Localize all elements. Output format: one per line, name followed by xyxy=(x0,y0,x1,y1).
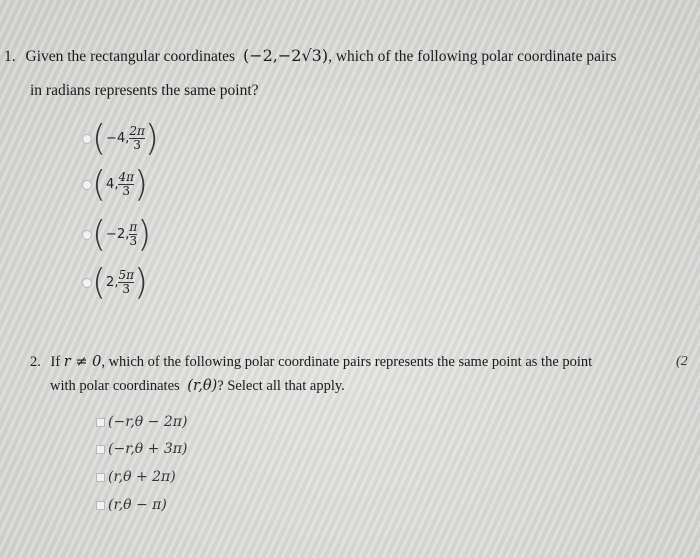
q2-option-3-checkbox[interactable] xyxy=(96,473,105,482)
q1-option-4[interactable]: ( 2, $\frac{5\pi}{3}$ ) xyxy=(82,262,148,303)
q2-option-4-label: (r,θ − π) xyxy=(108,497,167,513)
q1-option-2-fraction xyxy=(118,171,134,198)
q2-option-4-checkbox[interactable] xyxy=(96,501,105,510)
question-2-line-2 xyxy=(50,378,345,395)
question-1-line-2: in radians represents the same point? xyxy=(30,82,259,99)
q1-option-4-den: 3 xyxy=(122,282,131,296)
question-2-line-2-text: with polar coordinates xyxy=(50,378,180,394)
q1-option-2-num: 4π xyxy=(118,170,134,184)
q2-option-3-label: (r,θ + 2π) xyxy=(108,469,176,485)
question-2-if: If xyxy=(50,354,61,370)
question-2-line-1 xyxy=(30,354,592,371)
q1-option-3-fraction xyxy=(129,221,137,248)
question-2-side-marker: (2 xyxy=(676,354,688,369)
q1-option-1-radio[interactable] xyxy=(82,134,92,144)
question-2-coords: (r,θ) xyxy=(187,378,218,394)
q1-option-3-r: −2, xyxy=(106,227,130,242)
q1-option-3-num: π xyxy=(129,220,138,234)
q1-option-1-fraction xyxy=(129,125,145,152)
q1-option-4-r: 2, xyxy=(106,275,119,290)
q1-option-2-r: 4, xyxy=(106,177,119,192)
q1-option-3-den: 3 xyxy=(129,234,138,248)
q1-option-3[interactable]: ( −2, $\frac{\pi}{3}$ ) xyxy=(82,214,151,255)
question-1-line-1 xyxy=(4,46,617,66)
q1-option-3-radio[interactable] xyxy=(82,230,92,240)
question-1-text-after: , which of the following polar coordinate pairs xyxy=(328,48,617,65)
question-1-text: Given the rectangular coordinates xyxy=(25,48,236,65)
q1-option-1-den: 3 xyxy=(133,138,141,152)
q1-option-2-radio[interactable] xyxy=(82,180,92,190)
q2-option-1-label: (−r,θ − 2π) xyxy=(108,414,188,430)
q2-option-1[interactable] xyxy=(96,414,187,430)
question-1-number: 1. xyxy=(4,48,16,65)
question-1-coords: (−2,−2√3) xyxy=(242,46,329,65)
q1-option-4-fraction xyxy=(118,269,134,296)
q1-option-2-den: 3 xyxy=(122,184,131,198)
q1-option-4-num: 5π xyxy=(118,268,134,282)
q1-option-4-radio[interactable] xyxy=(82,278,92,288)
q1-option-2[interactable]: ( 4, $\frac{4\pi}{3}$ ) xyxy=(82,164,148,205)
question-2-line-2-after: ? Select all that apply. xyxy=(217,378,345,394)
question-2-text-after: , which of the following polar coordinate pairs represents the same point as the point xyxy=(101,354,593,370)
q2-option-4[interactable] xyxy=(96,497,167,513)
q2-option-1-checkbox[interactable] xyxy=(96,418,105,427)
q1-option-1-num: 2π xyxy=(129,124,145,138)
q1-option-1-r: −4, xyxy=(106,131,130,146)
q2-option-2-label: (−r,θ + 3π) xyxy=(108,441,188,457)
q2-option-2[interactable] xyxy=(96,441,187,457)
question-2-condition: r ≠ 0 xyxy=(63,354,102,370)
q2-option-3[interactable] xyxy=(96,469,176,485)
q2-option-2-checkbox[interactable] xyxy=(96,445,105,454)
q1-option-1[interactable]: ( −4, $\frac{2\pi}{3}$ ) xyxy=(82,118,159,159)
question-2-number: 2. xyxy=(30,354,41,370)
